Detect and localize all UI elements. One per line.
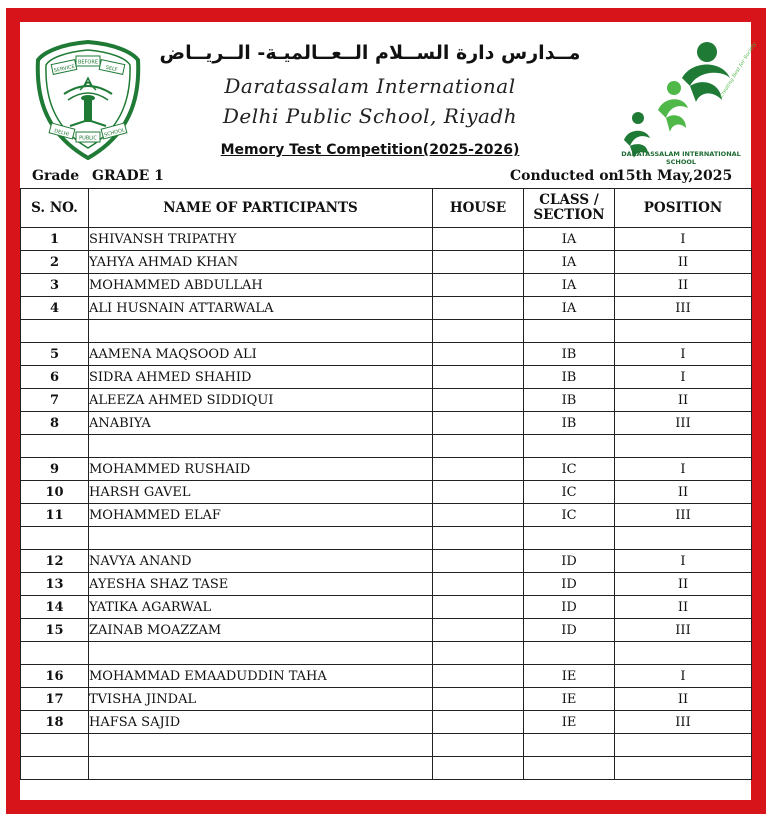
- class-section-cell: IE: [524, 711, 615, 734]
- sno-cell: 17: [21, 688, 89, 711]
- position-cell: III: [615, 412, 752, 435]
- sno-cell: 4: [21, 297, 89, 320]
- table-row: [21, 665, 752, 688]
- class-section-cell: IC: [524, 504, 615, 527]
- table-row: [21, 642, 752, 665]
- sno-cell: 15: [21, 619, 89, 642]
- house-cell: [433, 412, 524, 435]
- col-header-name: NAME OF PARTICIPANTS: [89, 189, 433, 228]
- emblem-text-delhi: DELHI: [53, 128, 70, 138]
- table-row: [21, 550, 752, 573]
- table-row: [21, 274, 752, 297]
- table-row: [21, 389, 752, 412]
- sno-cell: 3: [21, 274, 89, 297]
- position-cell: [615, 734, 752, 757]
- house-cell: [433, 481, 524, 504]
- grade-value: GRADE 1: [92, 168, 164, 184]
- position-cell: I: [615, 228, 752, 251]
- conducted-label: Conducted on: [510, 168, 619, 184]
- position-cell: II: [615, 389, 752, 412]
- emblem-text-public: PUBLIC: [79, 135, 97, 142]
- house-cell: [433, 527, 524, 550]
- participant-name-cell: HARSH GAVEL: [89, 481, 433, 504]
- position-cell: III: [615, 711, 752, 734]
- participant-name-cell: SIDRA AHMED SHAHID: [89, 366, 433, 389]
- position-cell: [615, 527, 752, 550]
- emblem-text-school: SCHOOL: [103, 127, 126, 139]
- house-cell: [433, 642, 524, 665]
- grade-label: Grade: [32, 168, 80, 184]
- sno-cell: 18: [21, 711, 89, 734]
- col-header-house: HOUSE: [433, 189, 524, 228]
- sno-cell: 11: [21, 504, 89, 527]
- class-section-cell: IE: [524, 688, 615, 711]
- house-cell: [433, 389, 524, 412]
- class-section-cell: IA: [524, 274, 615, 297]
- emblem-text-service: SERVICE: [53, 63, 76, 75]
- position-cell: I: [615, 458, 752, 481]
- participant-name-cell: SHIVANSH TRIPATHY: [89, 228, 433, 251]
- col-header-position: POSITION: [615, 189, 752, 228]
- table-row: [21, 228, 752, 251]
- emblem-text-before: BEFORE: [77, 59, 99, 66]
- logo-tagline: Creating Best for Society: [718, 41, 758, 100]
- table-row: [21, 412, 752, 435]
- house-cell: [433, 665, 524, 688]
- sno-cell: 2: [21, 251, 89, 274]
- dis-figures-logo: [612, 38, 758, 163]
- logo-school-label: DARATASSALAM INTERNATIONAL SCHOOL: [621, 150, 741, 166]
- results-table: [20, 188, 752, 780]
- class-section-cell: IB: [524, 412, 615, 435]
- col-header-class: CLASS /: [539, 192, 599, 208]
- sno-cell: 14: [21, 596, 89, 619]
- position-cell: II: [615, 573, 752, 596]
- position-cell: I: [615, 550, 752, 573]
- house-cell: [433, 573, 524, 596]
- house-cell: [433, 711, 524, 734]
- class-section-cell: IC: [524, 481, 615, 504]
- table-row: [21, 458, 752, 481]
- sno-cell: 16: [21, 665, 89, 688]
- position-cell: III: [615, 297, 752, 320]
- house-cell: [433, 366, 524, 389]
- class-section-cell: [524, 642, 615, 665]
- house-cell: [433, 458, 524, 481]
- sno-cell: 10: [21, 481, 89, 504]
- participant-name-cell: TVISHA JINDAL: [89, 688, 433, 711]
- participant-name-cell: MOHAMMED RUSHAID: [89, 458, 433, 481]
- sno-cell: [21, 320, 89, 343]
- position-cell: [615, 435, 752, 458]
- table-row: [21, 527, 752, 550]
- table-row: [21, 757, 752, 780]
- position-cell: II: [615, 251, 752, 274]
- participant-name-cell: [89, 435, 433, 458]
- house-cell: [433, 596, 524, 619]
- participant-name-cell: ZAINAB MOAZZAM: [89, 619, 433, 642]
- table-row: [21, 711, 752, 734]
- house-cell: [433, 619, 524, 642]
- house-cell: [433, 251, 524, 274]
- participant-name-cell: [89, 320, 433, 343]
- table-row: [21, 320, 752, 343]
- house-cell: [433, 320, 524, 343]
- participant-name-cell: ALI HUSNAIN ATTARWALA: [89, 297, 433, 320]
- sno-cell: 9: [21, 458, 89, 481]
- conducted-date: 15th May,2025: [616, 168, 733, 184]
- participant-name-cell: ALEEZA AHMED SIDDIQUI: [89, 389, 433, 412]
- sno-cell: 1: [21, 228, 89, 251]
- position-cell: I: [615, 343, 752, 366]
- class-section-cell: ID: [524, 573, 615, 596]
- sno-cell: 12: [21, 550, 89, 573]
- class-section-cell: [524, 757, 615, 780]
- participant-name-cell: MOHAMMAD EMAADUDDIN TAHA: [89, 665, 433, 688]
- class-section-cell: [524, 435, 615, 458]
- participant-name-cell: [89, 734, 433, 757]
- header: [20, 22, 758, 194]
- participant-name-cell: MOHAMMED ABDULLAH: [89, 274, 433, 297]
- table-body: [21, 228, 752, 780]
- participant-name-cell: HAFSA SAJID: [89, 711, 433, 734]
- participant-name-cell: [89, 757, 433, 780]
- sno-cell: [21, 642, 89, 665]
- class-section-cell: IA: [524, 228, 615, 251]
- class-section-cell: IB: [524, 366, 615, 389]
- class-section-cell: [524, 527, 615, 550]
- class-section-cell: IA: [524, 251, 615, 274]
- participant-name-cell: YAHYA AHMAD KHAN: [89, 251, 433, 274]
- class-section-cell: IB: [524, 343, 615, 366]
- table-row: [21, 366, 752, 389]
- table-row: [21, 619, 752, 642]
- class-section-cell: [524, 734, 615, 757]
- sno-cell: 8: [21, 412, 89, 435]
- table-row: [21, 504, 752, 527]
- position-cell: II: [615, 481, 752, 504]
- table-row: [21, 596, 752, 619]
- table-header-row: [21, 189, 752, 228]
- sno-cell: [21, 757, 89, 780]
- table-row: [21, 297, 752, 320]
- house-cell: [433, 688, 524, 711]
- col-header-sno: S. NO.: [21, 189, 89, 228]
- sno-cell: [21, 527, 89, 550]
- school-name-line-1: Daratassalam International: [224, 74, 516, 98]
- table-row: [21, 251, 752, 274]
- position-cell: [615, 642, 752, 665]
- certificate-sheet: [20, 22, 758, 800]
- class-section-cell: IE: [524, 665, 615, 688]
- position-cell: II: [615, 596, 752, 619]
- house-cell: [433, 550, 524, 573]
- col-header-section: SECTION: [533, 207, 605, 223]
- position-cell: [615, 757, 752, 780]
- table-row: [21, 734, 752, 757]
- position-cell: III: [615, 619, 752, 642]
- table-row: [21, 688, 752, 711]
- house-cell: [433, 343, 524, 366]
- arabic-school-title: مــدارس دارة الســلام الــعــالميـة- الــريــاض: [159, 42, 581, 64]
- house-cell: [433, 757, 524, 780]
- class-section-cell: ID: [524, 596, 615, 619]
- class-section-cell: IA: [524, 297, 615, 320]
- position-cell: [615, 320, 752, 343]
- house-cell: [433, 228, 524, 251]
- class-section-cell: ID: [524, 550, 615, 573]
- sno-cell: [21, 435, 89, 458]
- participant-name-cell: [89, 527, 433, 550]
- page-frame: [6, 8, 766, 814]
- participant-name-cell: [89, 642, 433, 665]
- position-cell: III: [615, 504, 752, 527]
- table-row: [21, 343, 752, 366]
- participant-name-cell: MOHAMMED ELAF: [89, 504, 433, 527]
- sno-cell: [21, 734, 89, 757]
- class-section-cell: IB: [524, 389, 615, 412]
- table-row: [21, 481, 752, 504]
- house-cell: [433, 504, 524, 527]
- sno-cell: 7: [21, 389, 89, 412]
- house-cell: [433, 274, 524, 297]
- table-row: [21, 573, 752, 596]
- emblem-text-self: SELF: [105, 64, 119, 74]
- sno-cell: 6: [21, 366, 89, 389]
- sno-cell: 13: [21, 573, 89, 596]
- house-cell: [433, 297, 524, 320]
- participant-name-cell: AYESHA SHAZ TASE: [89, 573, 433, 596]
- house-cell: [433, 435, 524, 458]
- school-name-line-2: Delhi Public School, Riyadh: [222, 104, 518, 128]
- participant-name-cell: NAVYA ANAND: [89, 550, 433, 573]
- class-section-cell: ID: [524, 619, 615, 642]
- competition-title: Memory Test Competition(2025-2026): [220, 142, 520, 158]
- participant-name-cell: ANABIYA: [89, 412, 433, 435]
- participant-name-cell: YATIKA AGARWAL: [89, 596, 433, 619]
- class-section-cell: IC: [524, 458, 615, 481]
- position-cell: II: [615, 688, 752, 711]
- participant-name-cell: AAMENA MAQSOOD ALI: [89, 343, 433, 366]
- col-header-class-section: [524, 189, 615, 228]
- position-cell: II: [615, 274, 752, 297]
- sno-cell: 5: [21, 343, 89, 366]
- table-row: [21, 435, 752, 458]
- house-cell: [433, 734, 524, 757]
- position-cell: I: [615, 366, 752, 389]
- position-cell: I: [615, 665, 752, 688]
- class-section-cell: [524, 320, 615, 343]
